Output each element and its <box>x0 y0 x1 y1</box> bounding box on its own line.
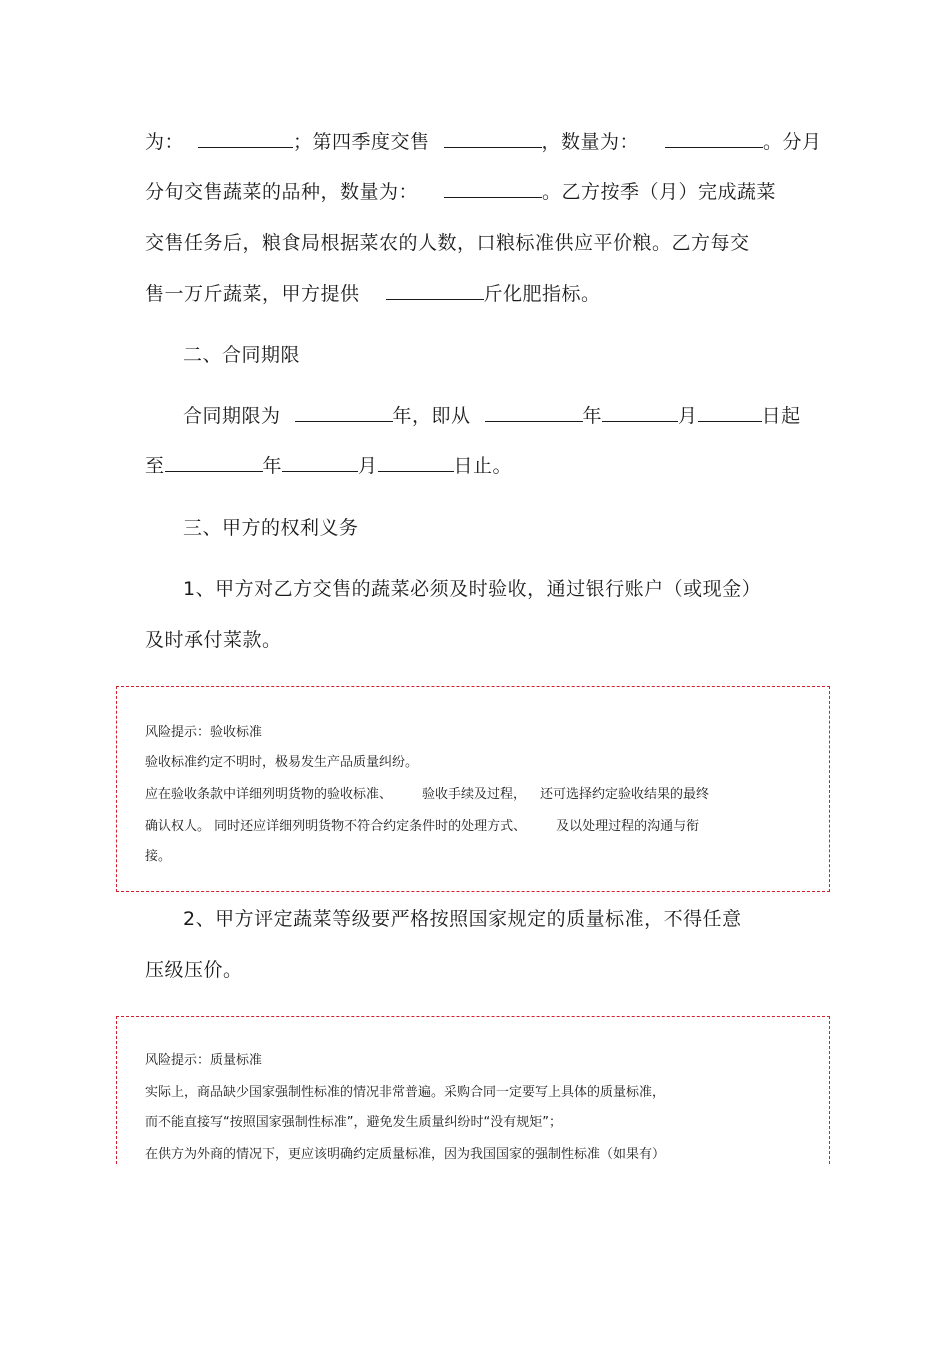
text: 月 <box>678 405 698 427</box>
text: 分旬交售蔬菜的品种，数量为： <box>145 181 419 203</box>
text: 。分月 <box>763 131 822 153</box>
risk-text: 实际上，商品缺少国家强制性标准的情况非常普遍。采购合同一定要写上具体的质量标准， <box>145 1085 666 1100</box>
fill-blank <box>386 281 484 300</box>
risk-text <box>145 785 709 805</box>
fill-blank <box>485 403 583 422</box>
fill-blank <box>665 129 763 148</box>
paragraph-line <box>145 178 776 206</box>
fill-blank <box>198 129 293 148</box>
risk-text: 验收标准约定不明时，极易发生产品质量纠纷。 <box>145 755 419 770</box>
text: 。乙方按季（月）完成蔬菜 <box>542 181 777 203</box>
paragraph-line: 2、甲方评定蔬菜等级要严格按照国家规定的质量标准，不得任意 <box>183 908 742 930</box>
text: 日起 <box>761 405 801 427</box>
text: 还可选择约定验收结果的最终 <box>540 787 710 802</box>
text: 及以处理过程的沟通与衔 <box>556 819 700 834</box>
fill-blank <box>444 129 542 148</box>
risk-text <box>145 817 699 837</box>
text: 确认权人。 同时还应详细列明货物不符合约定条件时的处理方式、 <box>145 819 527 834</box>
paragraph-line: 及时承付菜款。 <box>145 629 282 651</box>
paragraph-line <box>145 280 601 308</box>
text: 月 <box>358 455 378 477</box>
fill-blank <box>295 403 393 422</box>
fill-blank <box>444 179 542 198</box>
text: 为： <box>145 131 185 153</box>
text: 年 <box>582 405 603 427</box>
fill-blank <box>602 403 678 422</box>
paragraph-line: 1、甲方对乙方交售的蔬菜必须及时验收，通过银行账户（或现金） <box>183 578 762 600</box>
paragraph-line <box>183 402 801 430</box>
fill-blank <box>698 403 762 422</box>
text: 斤化肥指标。 <box>483 283 601 305</box>
risk-title: 风险提示：质量标准 <box>145 1053 263 1068</box>
text: 售一万斤蔬菜，甲方提供 <box>145 283 360 305</box>
paragraph-line <box>145 452 512 480</box>
risk-text: 而不能直接写“按照国家强制性标准”，避免发生质量纠纷时“没有规矩”； <box>145 1115 562 1130</box>
risk-title: 风险提示：验收标准 <box>145 725 263 740</box>
text: 日止。 <box>453 455 513 477</box>
paragraph-line: 压级压价。 <box>145 959 243 981</box>
text: ，数量为： <box>541 131 640 153</box>
text: 年 <box>262 455 283 477</box>
risk-text: 在供方为外商的情况下，更应该明确约定质量标准，因为我国国家的强制性标准（如果有） <box>145 1147 666 1162</box>
risk-notice-box <box>116 686 830 892</box>
paragraph-line: 交售任务后，粮食局根据菜农的人数，口粮标准供应平价粮。乙方每交 <box>145 232 750 254</box>
fill-blank <box>165 453 263 472</box>
section-heading: 二、合同期限 <box>183 344 301 366</box>
paragraph-line <box>145 128 822 156</box>
fill-blank <box>378 453 454 472</box>
text: 合同期限为 <box>183 405 281 427</box>
text: 验收手续及过程， <box>422 787 527 802</box>
text: 至 <box>145 455 165 477</box>
section-heading: 三、甲方的权利义务 <box>183 517 359 539</box>
text: 应在验收条款中详细列明货物的验收标准、 <box>145 787 393 802</box>
risk-text: 接。 <box>145 849 172 864</box>
fill-blank <box>282 453 358 472</box>
text: 年，即从 <box>392 405 471 427</box>
text: ；第四季度交售 <box>293 131 430 153</box>
risk-notice-box <box>116 1016 830 1164</box>
